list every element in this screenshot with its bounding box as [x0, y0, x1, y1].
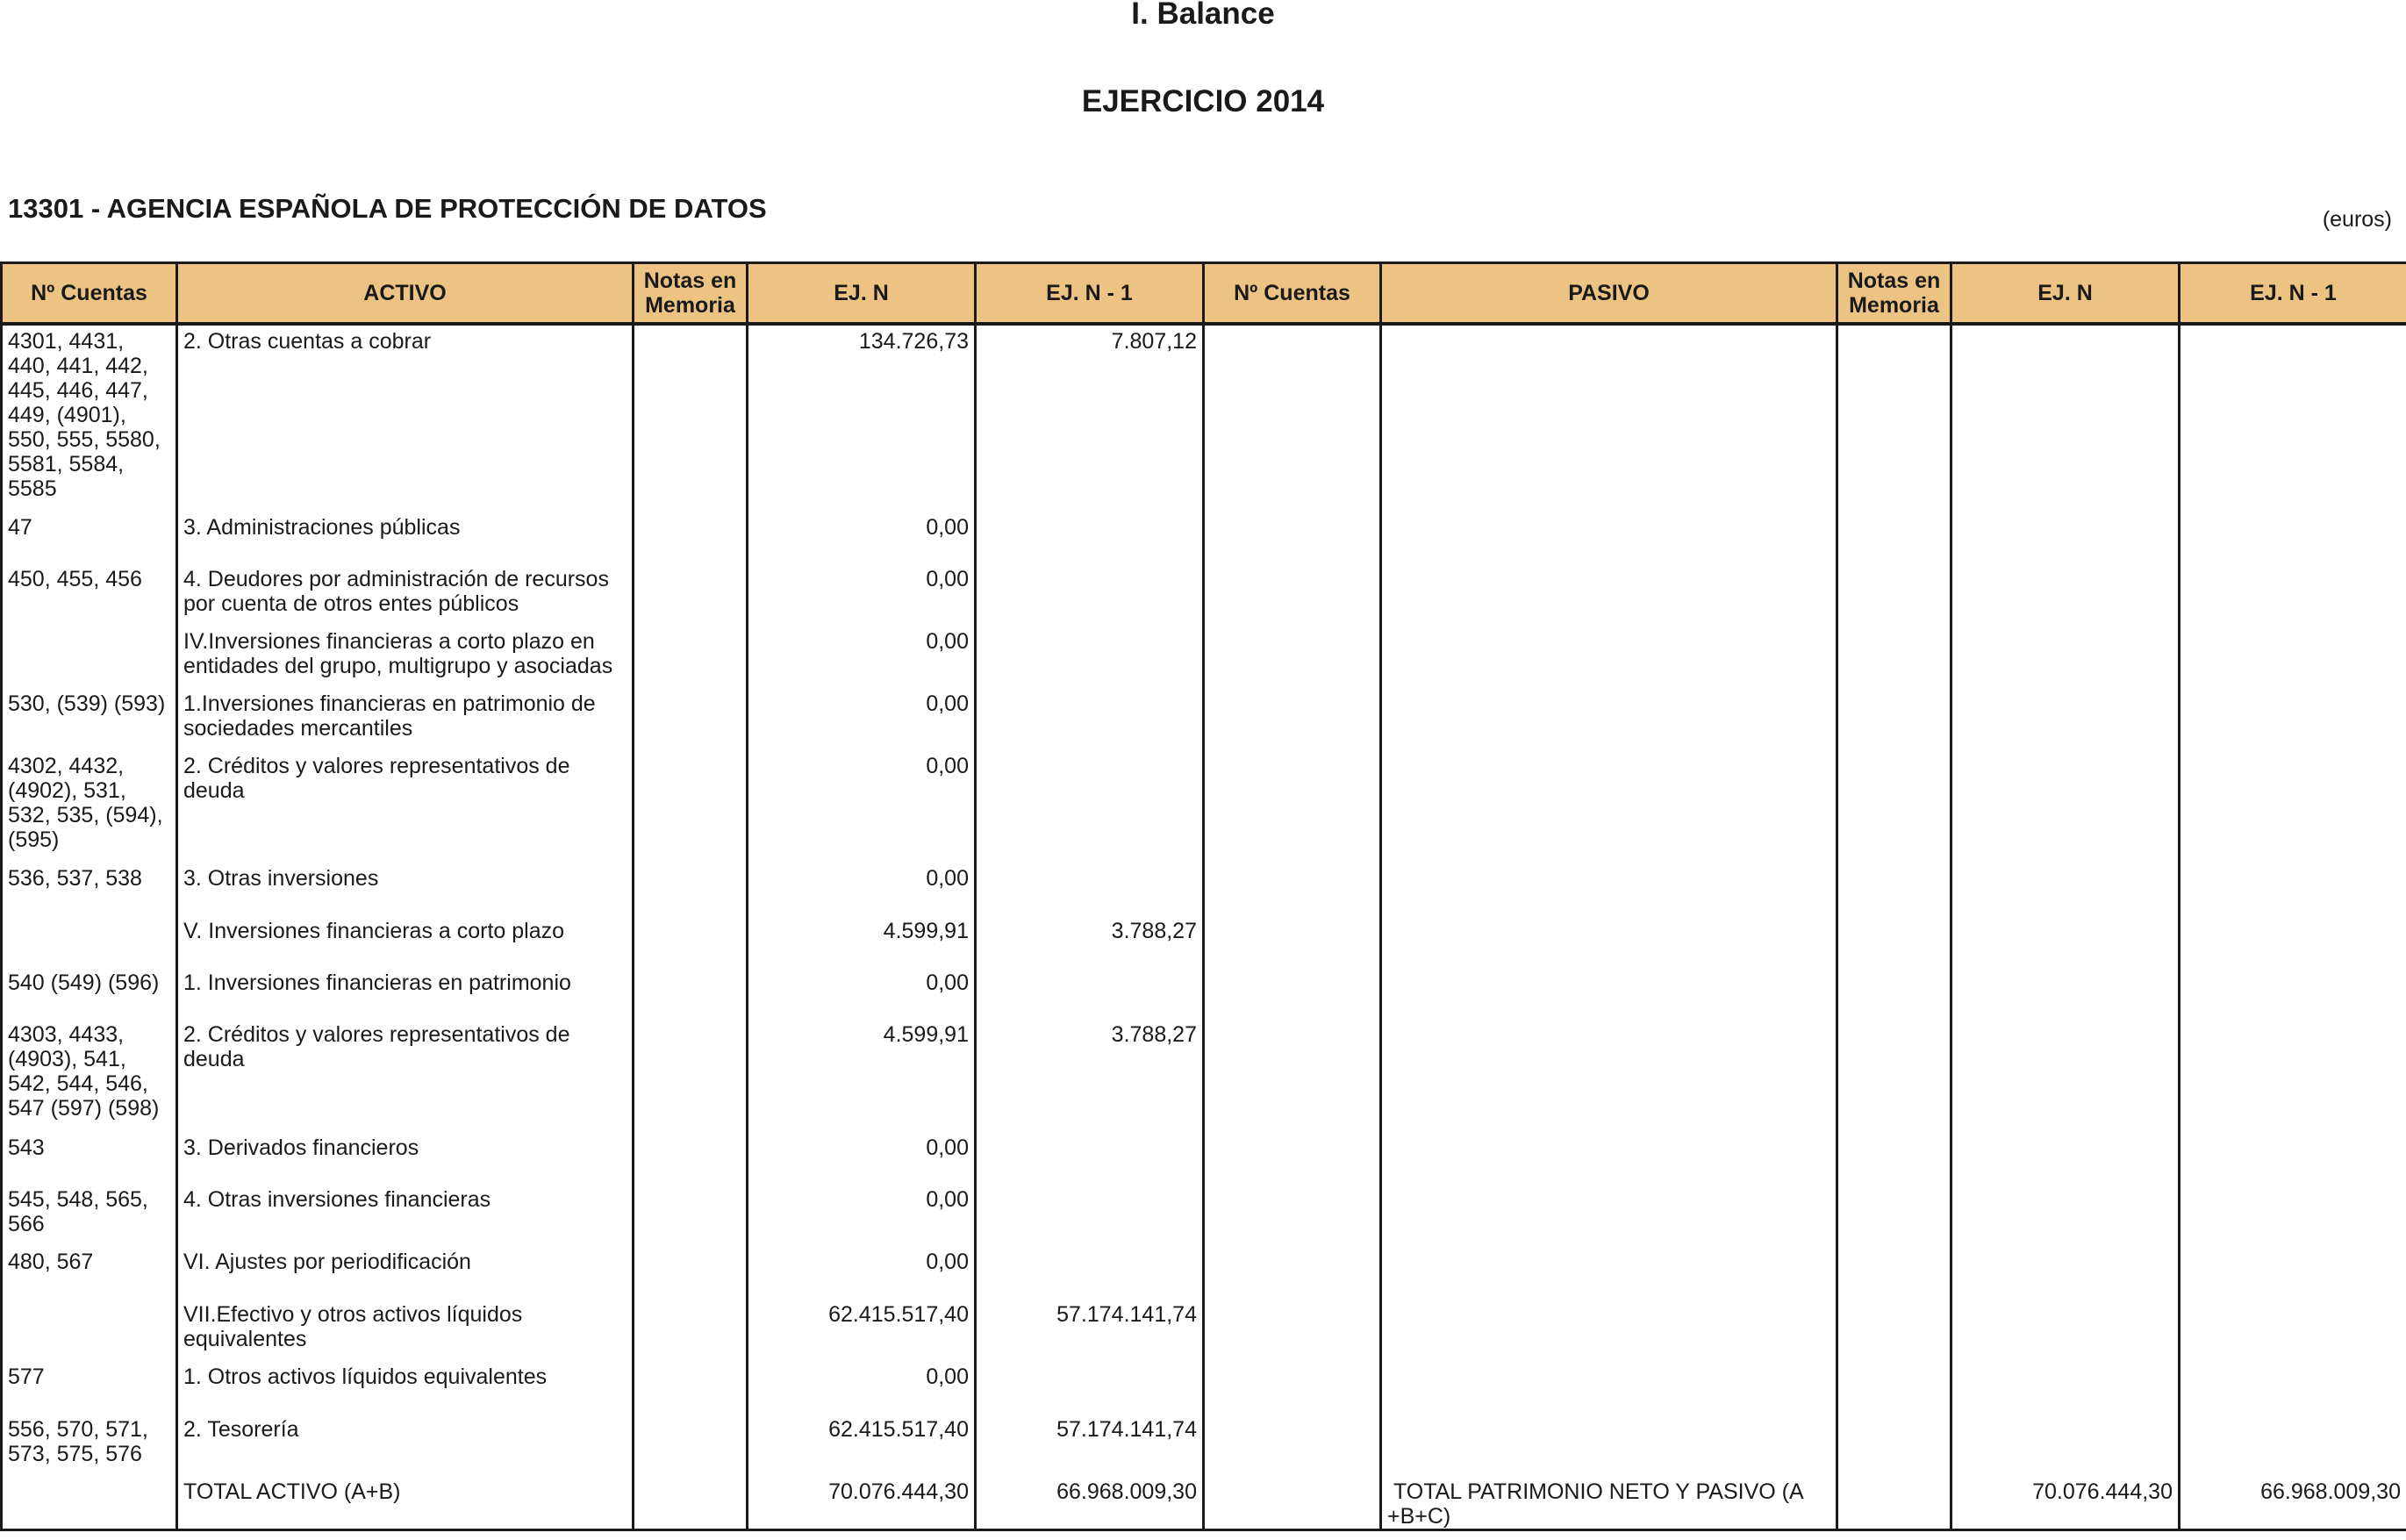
row-ej-n-pasivo	[1951, 688, 2180, 750]
header-activo: ACTIVO	[177, 263, 634, 325]
row-notas-pasivo	[1837, 688, 1951, 750]
row-cuentas-pasivo	[1204, 1299, 1381, 1361]
row-ej-n-pasivo	[1951, 563, 2180, 626]
header-cuentas-pasivo: Nº Cuentas	[1204, 263, 1381, 325]
row-ej-n-pasivo	[1951, 1184, 2180, 1246]
row-ej-n1-pasivo	[2180, 1132, 2406, 1184]
header-ej-n-activo: EJ. N	[748, 263, 976, 325]
row-concepto: IV.Inversiones financieras a corto plazo en entidades del grupo, multigrupo y asociadas	[177, 626, 634, 688]
row-ej-n: 0,00	[748, 863, 976, 915]
row-notas-pasivo	[1837, 1246, 1951, 1299]
row-notas-pasivo	[1837, 967, 1951, 1019]
row-cuentas: 480, 567	[2, 1246, 177, 1299]
total-notas-activo	[634, 1476, 748, 1530]
row-ej-n: 0,00	[748, 967, 976, 1019]
row-notas-pasivo	[1837, 863, 1951, 915]
row-cuentas-pasivo	[1204, 863, 1381, 915]
row-ej-n-pasivo	[1951, 1299, 2180, 1361]
row-cuentas: 543	[2, 1132, 177, 1184]
header-pasivo: PASIVO	[1381, 263, 1837, 325]
row-notas	[634, 1184, 748, 1246]
row-cuentas-pasivo	[1204, 1184, 1381, 1246]
header-cuentas-activo: Nº Cuentas	[2, 263, 177, 325]
header-ej-n-pasivo: EJ. N	[1951, 263, 2180, 325]
row-cuentas-pasivo	[1204, 750, 1381, 863]
row-notas	[634, 563, 748, 626]
total-row	[2, 1476, 2406, 1530]
table-row	[2, 1132, 2406, 1184]
row-pasivo	[1381, 1019, 1837, 1132]
table-row	[2, 324, 2406, 512]
table-row	[2, 1246, 2406, 1299]
total-pasivo-ej-n: 70.076.444,30	[1951, 1476, 2180, 1530]
row-cuentas	[2, 915, 177, 967]
row-cuentas: 450, 455, 456	[2, 563, 177, 626]
row-cuentas: 47	[2, 512, 177, 563]
row-ej-n1	[976, 1184, 1204, 1246]
row-ej-n: 0,00	[748, 750, 976, 863]
row-ej-n-pasivo	[1951, 967, 2180, 1019]
row-ej-n1: 3.788,27	[976, 915, 1204, 967]
row-notas	[634, 967, 748, 1019]
row-ej-n1-pasivo	[2180, 324, 2406, 512]
row-notas-pasivo	[1837, 1414, 1951, 1476]
row-concepto: 3. Otras inversiones	[177, 863, 634, 915]
row-ej-n-pasivo	[1951, 915, 2180, 967]
total-pasivo-ej-n1: 66.968.009,30	[2180, 1476, 2406, 1530]
row-ej-n1	[976, 1246, 1204, 1299]
row-cuentas-pasivo	[1204, 563, 1381, 626]
row-ej-n-pasivo	[1951, 1019, 2180, 1132]
table-row	[2, 1019, 2406, 1132]
row-ej-n: 0,00	[748, 563, 976, 626]
row-cuentas	[2, 626, 177, 688]
row-ej-n1-pasivo	[2180, 1246, 2406, 1299]
row-pasivo	[1381, 1299, 1837, 1361]
row-cuentas	[2, 1299, 177, 1361]
row-ej-n1	[976, 967, 1204, 1019]
row-ej-n-pasivo	[1951, 512, 2180, 563]
row-cuentas-pasivo	[1204, 512, 1381, 563]
row-notas	[634, 750, 748, 863]
row-ej-n1-pasivo	[2180, 1019, 2406, 1132]
row-ej-n: 0,00	[748, 512, 976, 563]
row-cuentas-pasivo	[1204, 626, 1381, 688]
row-ej-n1	[976, 512, 1204, 563]
row-cuentas: 577	[2, 1361, 177, 1414]
table-row	[2, 967, 2406, 1019]
row-ej-n: 134.726,73	[748, 324, 976, 512]
row-ej-n: 0,00	[748, 1184, 976, 1246]
row-cuentas-pasivo	[1204, 324, 1381, 512]
row-notas	[634, 863, 748, 915]
row-pasivo	[1381, 1361, 1837, 1414]
row-ej-n-pasivo	[1951, 1414, 2180, 1476]
row-notas	[634, 688, 748, 750]
total-cuentas-activo	[2, 1476, 177, 1530]
row-pasivo	[1381, 1246, 1837, 1299]
row-cuentas: 4301, 4431, 440, 441, 442, 445, 446, 447, 449, (4901), 550, 555, 5580, 5581, 5584, 5585	[2, 324, 177, 512]
row-cuentas-pasivo	[1204, 1414, 1381, 1476]
row-ej-n1: 3.788,27	[976, 1019, 1204, 1132]
row-ej-n1: 7.807,12	[976, 324, 1204, 512]
row-notas	[634, 1414, 748, 1476]
row-cuentas: 4302, 4432, (4902), 531, 532, 535, (594), (595)	[2, 750, 177, 863]
row-pasivo	[1381, 1184, 1837, 1246]
page-title: I. Balance	[1131, 0, 1275, 31]
row-ej-n-pasivo	[1951, 324, 2180, 512]
total-pasivo-label: TOTAL PATRIMONIO NETO Y PASIVO (A +B+C)	[1381, 1476, 1837, 1530]
row-ej-n1-pasivo	[2180, 863, 2406, 915]
row-pasivo	[1381, 512, 1837, 563]
row-notas-pasivo	[1837, 563, 1951, 626]
row-ej-n: 0,00	[748, 1246, 976, 1299]
currency-label: (euros)	[2322, 207, 2392, 232]
row-ej-n: 4.599,91	[748, 1019, 976, 1132]
row-pasivo	[1381, 967, 1837, 1019]
row-ej-n1-pasivo	[2180, 1361, 2406, 1414]
table-row	[2, 1184, 2406, 1246]
row-cuentas: 4303, 4433, (4903), 541, 542, 544, 546, 547 (597) (598)	[2, 1019, 177, 1132]
row-notas	[634, 626, 748, 688]
row-notas	[634, 1132, 748, 1184]
row-notas-pasivo	[1837, 750, 1951, 863]
row-concepto: 2. Créditos y valores representativos de deuda	[177, 1019, 634, 1132]
table-row	[2, 915, 2406, 967]
row-pasivo	[1381, 1414, 1837, 1476]
row-ej-n1-pasivo	[2180, 563, 2406, 626]
row-concepto: 2. Créditos y valores representativos de deuda	[177, 750, 634, 863]
row-concepto: 2. Otras cuentas a cobrar	[177, 324, 634, 512]
row-ej-n-pasivo	[1951, 626, 2180, 688]
row-notas-pasivo	[1837, 1299, 1951, 1361]
row-ej-n1-pasivo	[2180, 915, 2406, 967]
row-cuentas-pasivo	[1204, 967, 1381, 1019]
total-notas-pasivo	[1837, 1476, 1951, 1530]
row-concepto: V. Inversiones financieras a corto plazo	[177, 915, 634, 967]
row-ej-n1	[976, 1132, 1204, 1184]
table-row	[2, 863, 2406, 915]
row-ej-n1: 57.174.141,74	[976, 1414, 1204, 1476]
row-ej-n1-pasivo	[2180, 512, 2406, 563]
row-notas	[634, 1246, 748, 1299]
row-concepto: 3. Derivados financieros	[177, 1132, 634, 1184]
header-ej-n1-pasivo: EJ. N - 1	[2180, 263, 2406, 325]
row-pasivo	[1381, 626, 1837, 688]
row-ej-n1	[976, 750, 1204, 863]
table-row	[2, 1414, 2406, 1476]
row-pasivo	[1381, 750, 1837, 863]
row-cuentas: 540 (549) (596)	[2, 967, 177, 1019]
row-ej-n1	[976, 863, 1204, 915]
row-ej-n1-pasivo	[2180, 1299, 2406, 1361]
row-notas-pasivo	[1837, 324, 1951, 512]
table-row	[2, 563, 2406, 626]
row-ej-n: 4.599,91	[748, 915, 976, 967]
row-notas-pasivo	[1837, 1132, 1951, 1184]
row-cuentas-pasivo	[1204, 1246, 1381, 1299]
row-cuentas-pasivo	[1204, 1361, 1381, 1414]
row-cuentas: 556, 570, 571, 573, 575, 576	[2, 1414, 177, 1476]
balance-table	[0, 261, 2406, 1531]
row-concepto: 1. Otros activos líquidos equivalentes	[177, 1361, 634, 1414]
row-concepto: 1.Inversiones financieras en patrimonio de sociedades mercantiles	[177, 688, 634, 750]
row-ej-n1	[976, 688, 1204, 750]
row-ej-n1	[976, 563, 1204, 626]
row-ej-n1-pasivo	[2180, 750, 2406, 863]
row-ej-n-pasivo	[1951, 1132, 2180, 1184]
row-notas-pasivo	[1837, 626, 1951, 688]
row-pasivo	[1381, 1132, 1837, 1184]
row-cuentas: 536, 537, 538	[2, 863, 177, 915]
row-ej-n1-pasivo	[2180, 626, 2406, 688]
row-cuentas-pasivo	[1204, 1019, 1381, 1132]
row-ej-n-pasivo	[1951, 863, 2180, 915]
row-ej-n1: 57.174.141,74	[976, 1299, 1204, 1361]
row-ej-n1-pasivo	[2180, 1414, 2406, 1476]
row-notas	[634, 1299, 748, 1361]
row-concepto: 3. Administraciones públicas	[177, 512, 634, 563]
row-ej-n: 0,00	[748, 1361, 976, 1414]
total-activo-label: TOTAL ACTIVO (A+B)	[177, 1476, 634, 1530]
row-concepto: VII.Efectivo y otros activos líquidos equivalentes	[177, 1299, 634, 1361]
row-ej-n: 0,00	[748, 1132, 976, 1184]
row-ej-n: 0,00	[748, 688, 976, 750]
row-pasivo	[1381, 563, 1837, 626]
row-ej-n1-pasivo	[2180, 1184, 2406, 1246]
row-cuentas-pasivo	[1204, 688, 1381, 750]
exercise-title: EJERCICIO 2014	[1081, 84, 1325, 118]
row-ej-n-pasivo	[1951, 1246, 2180, 1299]
row-notas-pasivo	[1837, 1361, 1951, 1414]
table-row	[2, 688, 2406, 750]
total-activo-ej-n1: 66.968.009,30	[976, 1476, 1204, 1530]
row-pasivo	[1381, 324, 1837, 512]
total-activo-ej-n: 70.076.444,30	[748, 1476, 976, 1530]
row-cuentas: 530, (539) (593)	[2, 688, 177, 750]
header-notas-activo: Notas en Memoria	[634, 263, 748, 325]
row-notas	[634, 324, 748, 512]
header-ej-n1-activo: EJ. N - 1	[976, 263, 1204, 325]
row-notas-pasivo	[1837, 915, 1951, 967]
table-row	[2, 1299, 2406, 1361]
row-ej-n-pasivo	[1951, 1361, 2180, 1414]
row-notas	[634, 1361, 748, 1414]
row-notas	[634, 1019, 748, 1132]
row-ej-n-pasivo	[1951, 750, 2180, 863]
table-row	[2, 512, 2406, 563]
row-concepto: VI. Ajustes por periodificación	[177, 1246, 634, 1299]
row-pasivo	[1381, 915, 1837, 967]
row-notas-pasivo	[1837, 512, 1951, 563]
row-ej-n: 0,00	[748, 626, 976, 688]
header-notas-pasivo: Notas en Memoria	[1837, 263, 1951, 325]
row-notas-pasivo	[1837, 1184, 1951, 1246]
row-ej-n: 62.415.517,40	[748, 1299, 976, 1361]
row-notas	[634, 512, 748, 563]
row-concepto: 1. Inversiones financieras en patrimonio	[177, 967, 634, 1019]
row-concepto: 4. Deudores por administración de recursos por cuenta de otros entes públicos	[177, 563, 634, 626]
row-cuentas: 545, 548, 565, 566	[2, 1184, 177, 1246]
row-ej-n1	[976, 1361, 1204, 1414]
row-ej-n1	[976, 626, 1204, 688]
table-row	[2, 750, 2406, 863]
row-ej-n1-pasivo	[2180, 688, 2406, 750]
table-row	[2, 626, 2406, 688]
row-concepto: 4. Otras inversiones financieras	[177, 1184, 634, 1246]
row-pasivo	[1381, 863, 1837, 915]
row-notas	[634, 915, 748, 967]
table-row	[2, 1361, 2406, 1414]
table-header-row	[2, 263, 2406, 325]
row-cuentas-pasivo	[1204, 1132, 1381, 1184]
row-ej-n: 62.415.517,40	[748, 1414, 976, 1476]
row-notas-pasivo	[1837, 1019, 1951, 1132]
row-concepto: 2. Tesorería	[177, 1414, 634, 1476]
row-pasivo	[1381, 688, 1837, 750]
total-cuentas-pasivo	[1204, 1476, 1381, 1530]
row-cuentas-pasivo	[1204, 915, 1381, 967]
row-ej-n1-pasivo	[2180, 967, 2406, 1019]
entity-name: 13301 - AGENCIA ESPAÑOLA DE PROTECCIÓN DE DATOS	[8, 193, 767, 224]
